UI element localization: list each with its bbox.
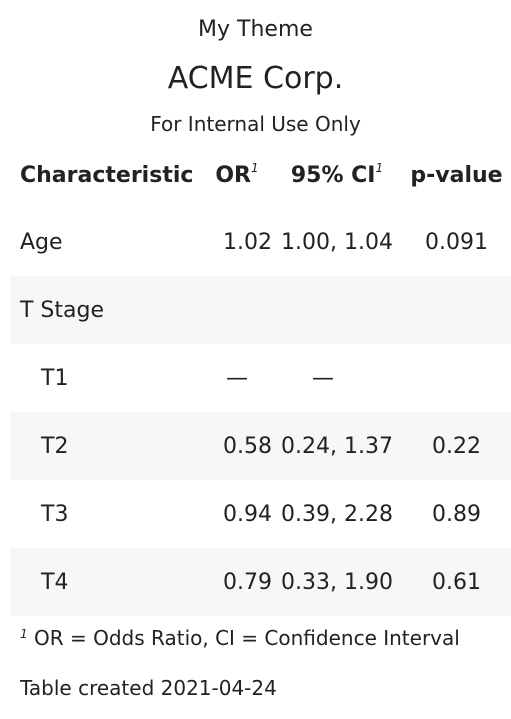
cell-pvalue: 0.091 (425, 229, 488, 255)
row-label: T1 (41, 365, 69, 391)
cell-ci: 1.00, 1.04 (281, 229, 393, 255)
footnote-mark: 1 (375, 160, 384, 175)
cell-or: 1.02 (223, 229, 272, 255)
row-label: Age (20, 229, 63, 255)
cell-ci: 0.39, 2.28 (281, 501, 393, 527)
table-row (10, 208, 511, 276)
row-label: T3 (41, 501, 69, 527)
row-label: T4 (10, 548, 202, 616)
column-header-characteristic: Characteristic (20, 162, 194, 188)
table-row (10, 480, 511, 548)
row-label: T Stage (10, 276, 202, 344)
footnote-mark: 1 (251, 160, 259, 175)
table-row (10, 344, 511, 412)
cell-ci: 0.24, 1.37 (272, 412, 402, 480)
cell-or: 0.58 (202, 412, 272, 480)
table-row (10, 412, 511, 480)
cell-pvalue (402, 276, 511, 344)
column-header-or: $OR^1$ (215, 160, 259, 188)
cell-or (202, 276, 272, 344)
subtitle: For Internal Use Only (150, 112, 361, 136)
cell-pvalue: 0.22 (402, 412, 511, 480)
column-header-ci: 95% $CI^1$ (290, 160, 384, 188)
cell-ci (272, 276, 402, 344)
cell-or: 0.94 (223, 501, 272, 527)
corp-title: ACME Corp. (167, 61, 344, 96)
column-header-row (10, 142, 511, 208)
theme-title: My Theme (198, 17, 313, 42)
column-header-pvalue: p-value (410, 162, 503, 188)
regression-table (10, 142, 511, 616)
cell-or: 0.79 (202, 548, 272, 616)
table-row (10, 276, 511, 344)
cell-ci: — (312, 365, 334, 391)
table-caption: Table created 2021-04-24 (20, 676, 277, 700)
footnote-mark: 1 (20, 627, 28, 641)
cell-pvalue: 0.61 (402, 548, 511, 616)
cell-or: — (226, 365, 248, 391)
cell-pvalue: 0.89 (432, 501, 481, 527)
table-footnote (20, 624, 460, 652)
table-row (10, 548, 511, 616)
cell-pvalue (402, 344, 511, 412)
footnote-text: OR = Odds Ratio, CI = Confidence Interval (34, 626, 460, 650)
row-label: T2 (10, 412, 202, 480)
cell-ci: 0.33, 1.90 (272, 548, 402, 616)
